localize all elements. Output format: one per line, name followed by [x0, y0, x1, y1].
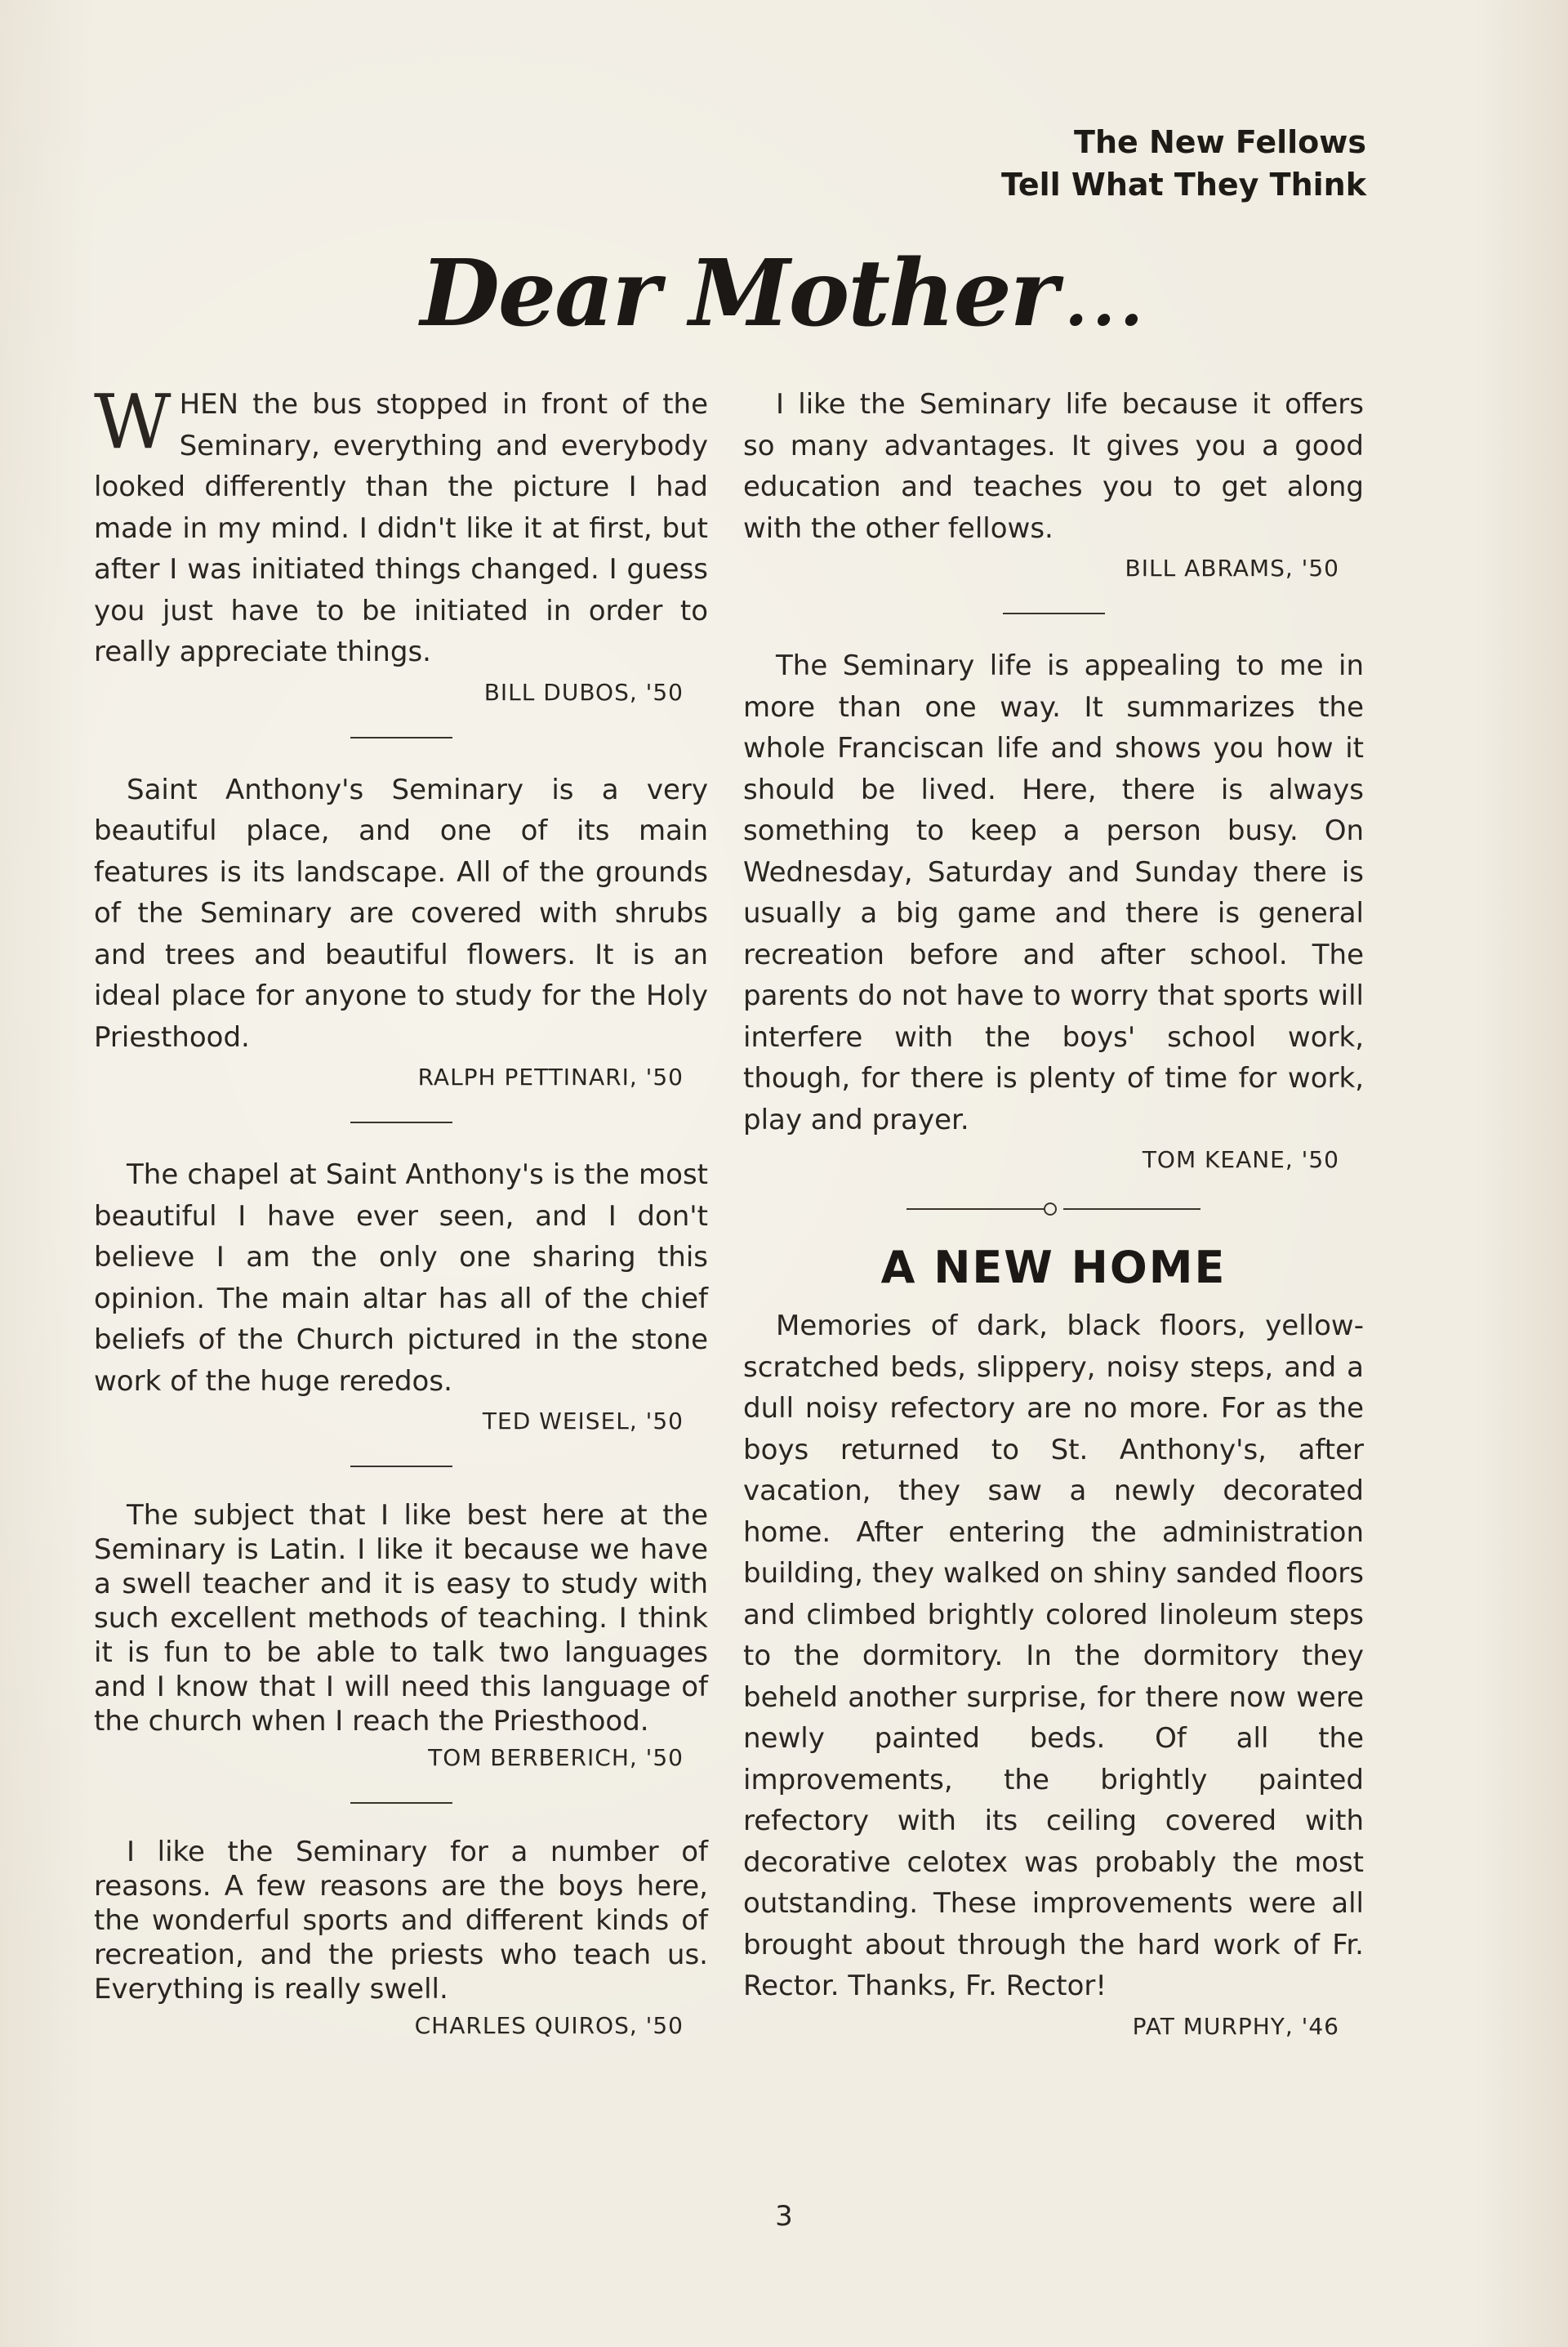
section-title: A NEW HOME — [880, 1242, 1227, 1293]
essay-6-byline: BILL ABRAMS, '50 — [1125, 555, 1339, 582]
essay-5-byline: CHARLES QUIROS, '50 — [414, 2012, 684, 2039]
essay-4-byline: TOM BERBERICH, '50 — [428, 1744, 684, 1771]
essay-4-text: The subject that I like best here at the Seminary is Latin. I like it because we have a swell teacher and it is easy to study with such excellent methods of teaching. I think it is fun to be able to talk two languages and I know that I will need this language of the church when I reach the Priesthood. — [94, 1499, 708, 1738]
ornament-circle-icon — [1044, 1203, 1057, 1216]
page-number: 3 — [775, 2200, 793, 2233]
article-title — [0, 237, 1568, 359]
left-column — [94, 378, 708, 2042]
section-byline: PAT MURPHY, '46 — [1132, 2012, 1339, 2040]
kicker-line-1: The New Fellows — [1074, 124, 1366, 160]
ornament-divider — [906, 1201, 1200, 1217]
divider-rule — [1003, 613, 1105, 614]
kicker-heading — [909, 121, 1366, 206]
essay-7-byline: TOM KEANE, '50 — [1142, 1146, 1339, 1173]
ornament-line-right — [1063, 1208, 1200, 1210]
essay-3-text: The chapel at Saint Anthony's is the most beautiful I have ever seen, and I don't believe I am the only one sharing this opinion. The main altar has all of the chief beliefs of the Church pictured in the stone work of the huge reredos. — [94, 1158, 708, 1398]
essay-2-text: Saint Anthony's Seminary is a very beautiful place, and one of its main features is its landscape. All of the grounds of the Seminary are covered with shrubs and trees and beautiful flowers. It is an ideal place for anyone to study for the Holy Priesthood. — [94, 773, 708, 1054]
divider-rule — [350, 737, 452, 738]
essay-2-byline: RALPH PETTINARI, '50 — [417, 1064, 684, 1091]
essay-1-byline: BILL DUBOS, '50 — [483, 678, 684, 706]
essay-1-body: HEN the bus stopped in front of the Seminary, everything and everybody looked differently than the picture I had made in my mind. I didn't like it at first, but after I was initiated things changed. I guess you just have to be initiated in order to really appreciate things. — [94, 388, 708, 668]
section-text: Memories of dark, black floors, yellow-scratched beds, slippery, noisy steps, and a dull noisy refectory are no more. For as the boys returned to St. Anthony's, after vacation, they saw a newly decorated home. After entering the administration building, they walked on shiny sanded floors and climbed brightly colored linoleum steps to the dormitory. In the dormitory they beheld another surprise, for there now were newly painted beds. Of all the improvements, the brightly painted refectory with its ceiling covered with decorative celotex was probably the most outstanding. These improvements were all brought about through the hard work of Fr. Rector. Thanks, Fr. Rector! — [743, 1310, 1364, 2002]
essay-1-text — [94, 378, 708, 673]
divider-rule — [350, 1466, 452, 1467]
divider-rule — [350, 1122, 452, 1123]
essay-7-text: The Seminary life is appealing to me in more than one way. It summarizes the whole Franciscan life and shows you how it should be lived. Here, there is always something to keep a person busy. On Wednesday, Saturday and Sunday there is usually a big game and there is general recreation before and after school. The parents do not have to worry that sports will interfere with the boys' school work, though, for there is plenty of time for work, play and prayer. — [743, 649, 1364, 1136]
kicker-line-2: Tell What They Think — [1000, 167, 1366, 203]
essay-3-byline: TED WEISEL, '50 — [482, 1408, 684, 1435]
divider-rule — [350, 1802, 452, 1804]
essay-5-text: I like the Seminary for a number of reasons. A few reasons are the boys here, the wonderful sports and different kinds of recreation, and the priests who teach us. Everything is really swell. — [94, 1836, 708, 2006]
drop-cap: W — [94, 378, 172, 466]
right-column — [743, 384, 1364, 2043]
essay-6-text: I like the Seminary life because it offers so many advantages. It gives you a good education and teaches you to get along with the other fellows. — [743, 388, 1364, 545]
ornament-line-left — [906, 1208, 1044, 1210]
article-title-text: Dear Mother — [420, 240, 1057, 347]
article-title-ellipsis: ... — [1064, 264, 1148, 341]
